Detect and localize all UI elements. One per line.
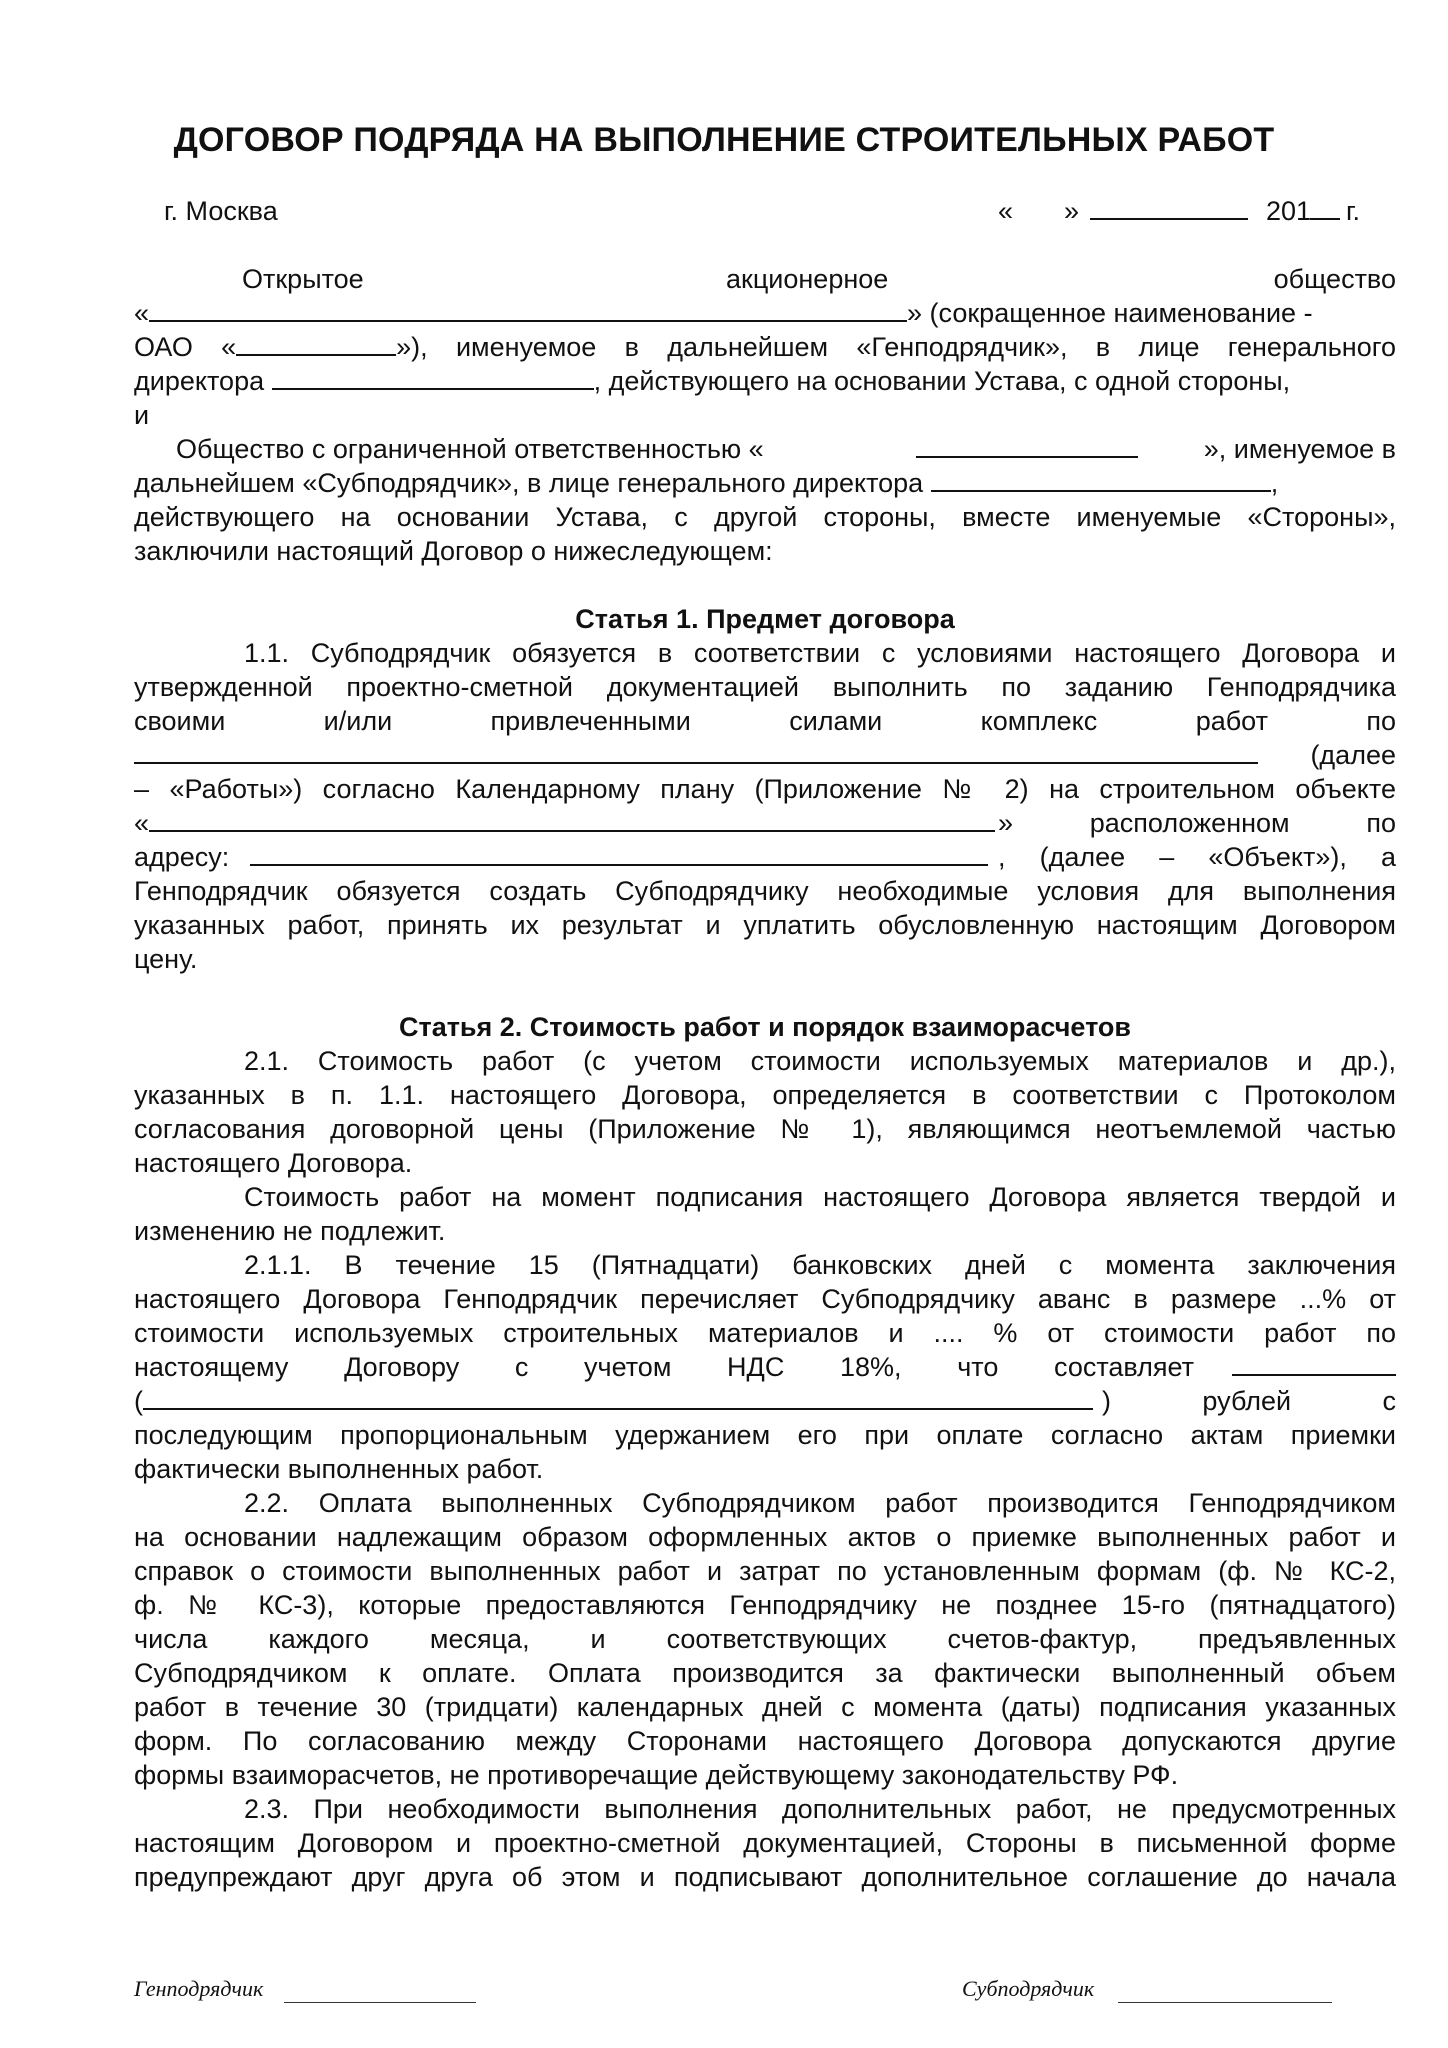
direktora-text: директора xyxy=(134,366,265,396)
word-otkrytoe: Открытое xyxy=(242,264,364,294)
address-blank xyxy=(250,840,988,866)
oao-text: ОАО « xyxy=(134,332,237,362)
article1-heading: Статья 1. Предмет договора xyxy=(575,604,955,634)
subpodryadchik-text: дальнейшем «Субподрядчик», в лице генерального директора xyxy=(134,468,924,498)
object-name-blank xyxy=(149,806,995,832)
p21-line4: настоящего Договора. xyxy=(134,1148,413,1178)
year-prefix: 201 xyxy=(1266,196,1312,226)
year-suffix: г. xyxy=(1346,196,1361,226)
amount-words-blank xyxy=(143,1384,1093,1410)
amount-blank xyxy=(1232,1350,1396,1376)
art1-line1: 1.1. Субподрядчик обязуется в соответствии с условиями настоящего Договора и xyxy=(244,638,1396,668)
company-name-blank xyxy=(149,296,907,322)
short-name-text: » (сокращенное наименование - xyxy=(907,298,1313,328)
comma-text: , xyxy=(1270,468,1279,498)
art1-line7 xyxy=(134,840,1396,874)
intro1-line1 xyxy=(134,262,1396,296)
p211-line1: 2.1.1. В течение 15 (Пятнадцати) банковских дней с момента заключения xyxy=(244,1250,1396,1280)
art1-line6 xyxy=(134,806,1396,840)
genpodryadchik-text: »), именуемое в дальнейшем «Генподрядчик», в лице генерального xyxy=(396,332,1397,362)
p211-line7: фактически выполненных работ. xyxy=(134,1454,544,1484)
quote-open: « xyxy=(134,298,150,328)
p211-line5 xyxy=(134,1384,1396,1418)
p22-line4: ф. № КС-3), которые предоставляются Генподрядчику не позднее 15-го (пятнадцатого) xyxy=(134,1590,1396,1620)
object-quote-open: « xyxy=(134,808,150,838)
p22-line3: справок о стоимости выполненных работ и затрат по установленным формам (ф. № КС-2, xyxy=(134,1556,1396,1586)
p22-line6: Субподрядчиком к оплате. Оплата производится за фактически выполненный объем xyxy=(134,1658,1396,1688)
art1-line4 xyxy=(134,738,1396,772)
p23-line3: предупреждают друг друга об этом и подписывают дополнительное соглашение до начала xyxy=(134,1862,1396,1892)
intro1-line5: и xyxy=(134,400,150,430)
art1-line3: своими и/или привлеченными силами комплекс работ по xyxy=(134,706,1396,736)
p22-line1: 2.2. Оплата выполненных Субподрядчиком работ производится Генподрядчиком xyxy=(244,1488,1396,1518)
p211-line4 xyxy=(134,1350,1396,1384)
footer-subpodryadchik-signature-line xyxy=(1118,2002,1332,2003)
fixed-line2: изменению не подлежит. xyxy=(134,1216,446,1246)
p21-line1: 2.1. Стоимость работ (с учетом стоимости используемых материалов и др.), xyxy=(244,1046,1396,1076)
intro1-line4 xyxy=(134,364,1396,398)
works-blank xyxy=(134,738,1258,764)
dalee-text: (далее xyxy=(1310,740,1396,770)
ooo-text: Общество с ограниченной ответственностью « xyxy=(176,434,764,464)
art1-line2: утвержденной проектно-сметной документацией выполнить по заданию Генподрядчика xyxy=(134,672,1396,702)
footer-subpodryadchik-label: Субподрядчик xyxy=(962,1976,1095,2001)
p21-line2: указанных в п. 1.1. настоящего Договора, определяется в соответствии с Протоколом xyxy=(134,1080,1396,1110)
fixed-line1: Стоимость работ на момент подписания настоящего Договора является твердой и xyxy=(244,1182,1396,1212)
date-quote-close: » xyxy=(1064,196,1080,226)
p23-line2: настоящим Договором и проектно-сметной документацией, Стороны в письменной форме xyxy=(134,1828,1396,1858)
p211-line3: стоимости используемых строительных материалов и .... % от стоимости работ по xyxy=(134,1318,1396,1348)
city: г. Москва xyxy=(164,196,278,226)
adresu-text: адресу: xyxy=(134,842,230,872)
intro1-line2 xyxy=(134,296,1396,330)
p22-line7: работ в течение 30 (тридцати) календарных дней с момента (даты) подписания указанных xyxy=(134,1692,1396,1722)
article2-heading: Статья 2. Стоимость работ и порядок взаиморасчетов xyxy=(398,1012,1132,1042)
intro2-line2 xyxy=(134,466,1396,500)
month-blank xyxy=(1090,194,1248,220)
date-quote-open: « xyxy=(998,196,1014,226)
city-date-line xyxy=(134,194,1396,228)
word-akcionernoe: акционерное xyxy=(726,264,889,294)
art1-line5: – «Работы») согласно Календарному плану (Приложение № 2) на строительном объекте xyxy=(134,774,1396,804)
intro2-line1 xyxy=(134,432,1396,466)
art1-line8: Генподрядчик обязуется создать Субподрядчику необходимые условия для выполнения xyxy=(134,876,1396,906)
intro1-line3 xyxy=(134,330,1396,364)
p211-line2: настоящего Договора Генподрядчик перечисляет Субподрядчику аванс в размере ...% от xyxy=(134,1284,1396,1314)
sub-director-blank xyxy=(931,466,1271,492)
p211-line6: последующим пропорциональным удержанием его при оплате согласно актам приемки xyxy=(134,1420,1396,1450)
director-name-blank xyxy=(272,364,594,390)
art1-line9: указанных работ, принять их результат и уплатить обусловленную настоящим Договором xyxy=(134,910,1396,940)
p22-line2: на основании надлежащим образом оформленных актов о приемке выполненных работ и xyxy=(134,1522,1396,1552)
raspolozhennom-text: » расположенном по xyxy=(998,808,1396,838)
intro2-line4: заключили настоящий Договор о нижеследующем: xyxy=(134,536,773,566)
document-title: ДОГОВОР ПОДРЯДА НА ВЫПОЛНЕНИЕ СТРОИТЕЛЬНЫХ РАБОТ xyxy=(173,121,1275,159)
sostavlyaet-text: настоящему Договору с учетом НДС 18%, что составляет xyxy=(134,1352,1194,1382)
year-blank xyxy=(1310,194,1340,220)
p22-line5: числа каждого месяца, и соответствующих счетов-фактур, предъявленных xyxy=(134,1624,1396,1654)
paren-open: ( xyxy=(134,1386,143,1416)
footer-genpodryadchik-label: Генподрядчик xyxy=(134,1976,264,2001)
ustav-text: , действующего на основании Устава, с одной стороны, xyxy=(593,366,1291,396)
intro2-line3: действующего на основании Устава, с другой стороны, вместе именуемые «Стороны», xyxy=(134,502,1396,532)
imenuemoe-text: », именуемое в xyxy=(1203,434,1396,464)
oao-name-blank xyxy=(236,330,396,356)
p23-line1: 2.3. При необходимости выполнения дополнительных работ, не предусмотренных xyxy=(244,1794,1396,1824)
word-obshchestvo: общество xyxy=(1273,264,1396,294)
rubley-text: ) рублей с xyxy=(1102,1386,1396,1416)
footer-genpodryadchik-signature-line xyxy=(284,2002,476,2003)
object-text: , (далее – «Объект»), а xyxy=(998,842,1396,872)
p22-line8: форм. По согласованию между Сторонами настоящего Договора допускаются другие xyxy=(134,1726,1396,1756)
ooo-name-blank xyxy=(916,432,1138,458)
p21-line3: согласования договорной цены (Приложение № 1), являющимся неотъемлемой частью xyxy=(134,1114,1396,1144)
art1-line10: цену. xyxy=(134,944,198,974)
p22-line9: формы взаиморасчетов, не противоречащие действующему законодательству РФ. xyxy=(134,1760,1179,1790)
